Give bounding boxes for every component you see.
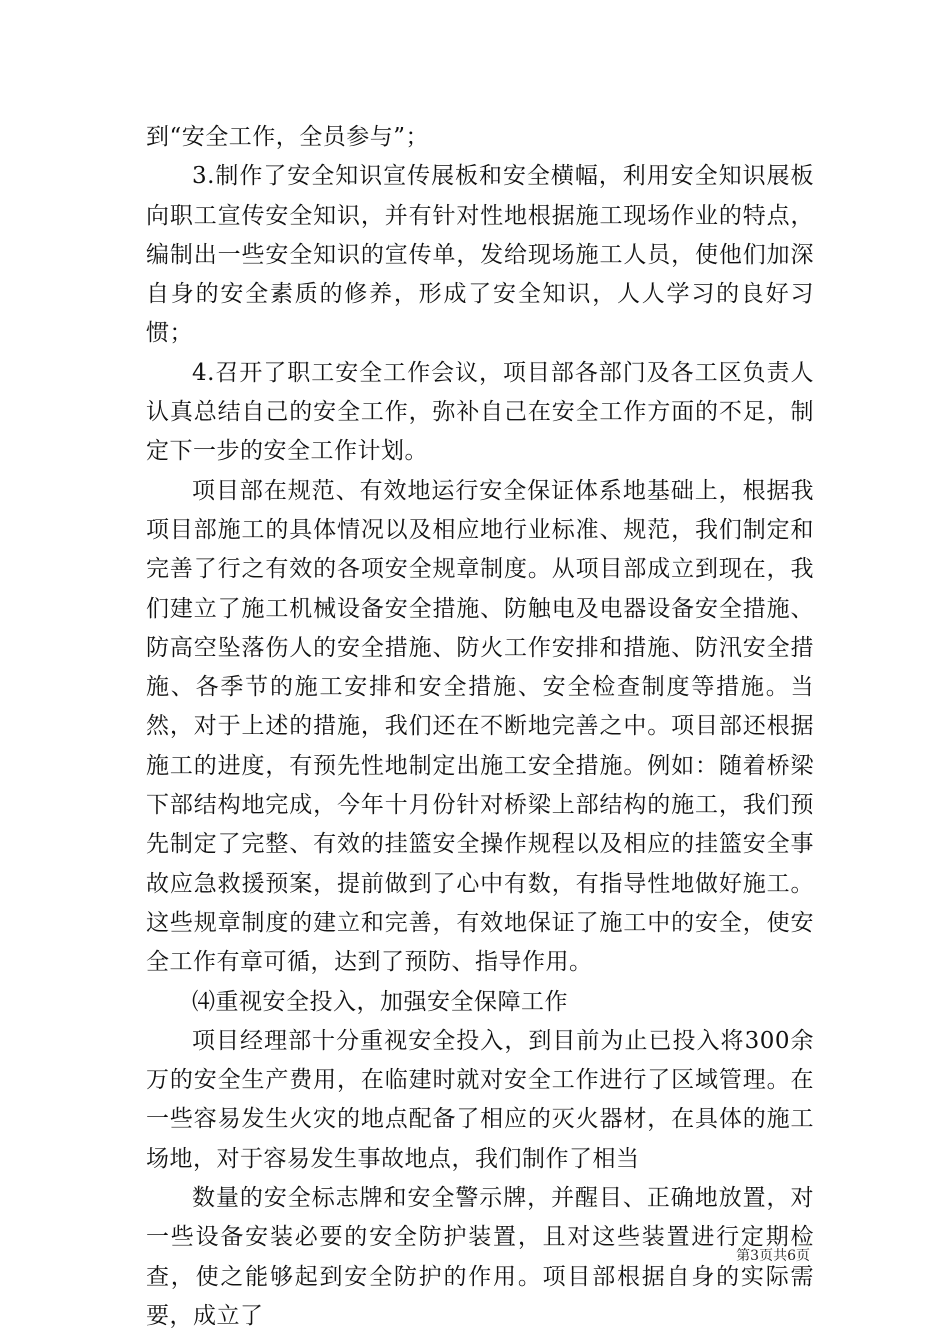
page-number: 第3页共6页 — [736, 1248, 810, 1264]
section-heading: ⑷重视安全投入，加强安全保障工作 — [192, 988, 568, 1015]
paragraph-4: 项目部在规范、有效地运行安全保证体系地基础上，根据我项目部施工的具体情况以及相应地行业标准、规范，我们制定和完善了行之有效的各项安全规章制度。从项目部成立到现在，我们建立了施工机械设备安全措施、防触电及电器设备安全措施、防高空坠落伤人的安全措施、防火工作安排和措施、防汛安全措施、各季节的施工安排和安全措施、安全检查制度等措施。当然，对于上述的措施，我们还在不断地完善之中。项目部还根据施工的进度，有预先性地制定出施工安全措施。例如：随着桥梁下部结构地完成，今年十月份针对桥梁上部结构的施工，我们预先制定了完整、有效的挂篮安全操作规程以及相应的挂篮安全事故应急救援预案，提前做到了心中有数，有指导性地做好施工。这些规章制度的建立和完善，有效地保证了施工中的安全，使安全工作有章可循，达到了预防、指导作用。 — [146, 477, 814, 976]
paragraph-3: 4.召开了职工安全工作会议，项目部各部门及各工区负责人认真总结自己的安全工作，弥补自己在安全工作方面的不足，制定下一步的安全工作计划。 — [146, 359, 814, 465]
paragraph-6: 数量的安全标志牌和安全警示牌，并醒目、正确地放置，对一些设备安装必要的安全防护装置，且对这些装置进行定期检查，使之能够起到安全防护的作用。项目部根据自身的实际需要，成立了 — [146, 1185, 814, 1329]
paragraph-2: 3.制作了安全知识宣传展板和安全横幅，利用安全知识展板向职工宣传安全知识，并有针对性地根据施工现场作业的特点，编制出一些安全知识的宣传单，发给现场施工人员，使他们加深自身的安全素质的修养，形成了安全知识，人人学习的良好习惯； — [146, 163, 814, 347]
paragraph-1: 到“安全工作，全员参与”； — [146, 124, 430, 150]
paragraph-5: 项目经理部十分重视安全投入，到目前为止已投入将300余万的安全生产费用，在临建时就对安全工作进行了区域管理。在一些容易发生火灾的地点配备了相应的灭火器材，在具体的施工场地，对于容易发生事故地点，我们制作了相当 — [146, 1027, 814, 1172]
document-body — [146, 118, 814, 1336]
